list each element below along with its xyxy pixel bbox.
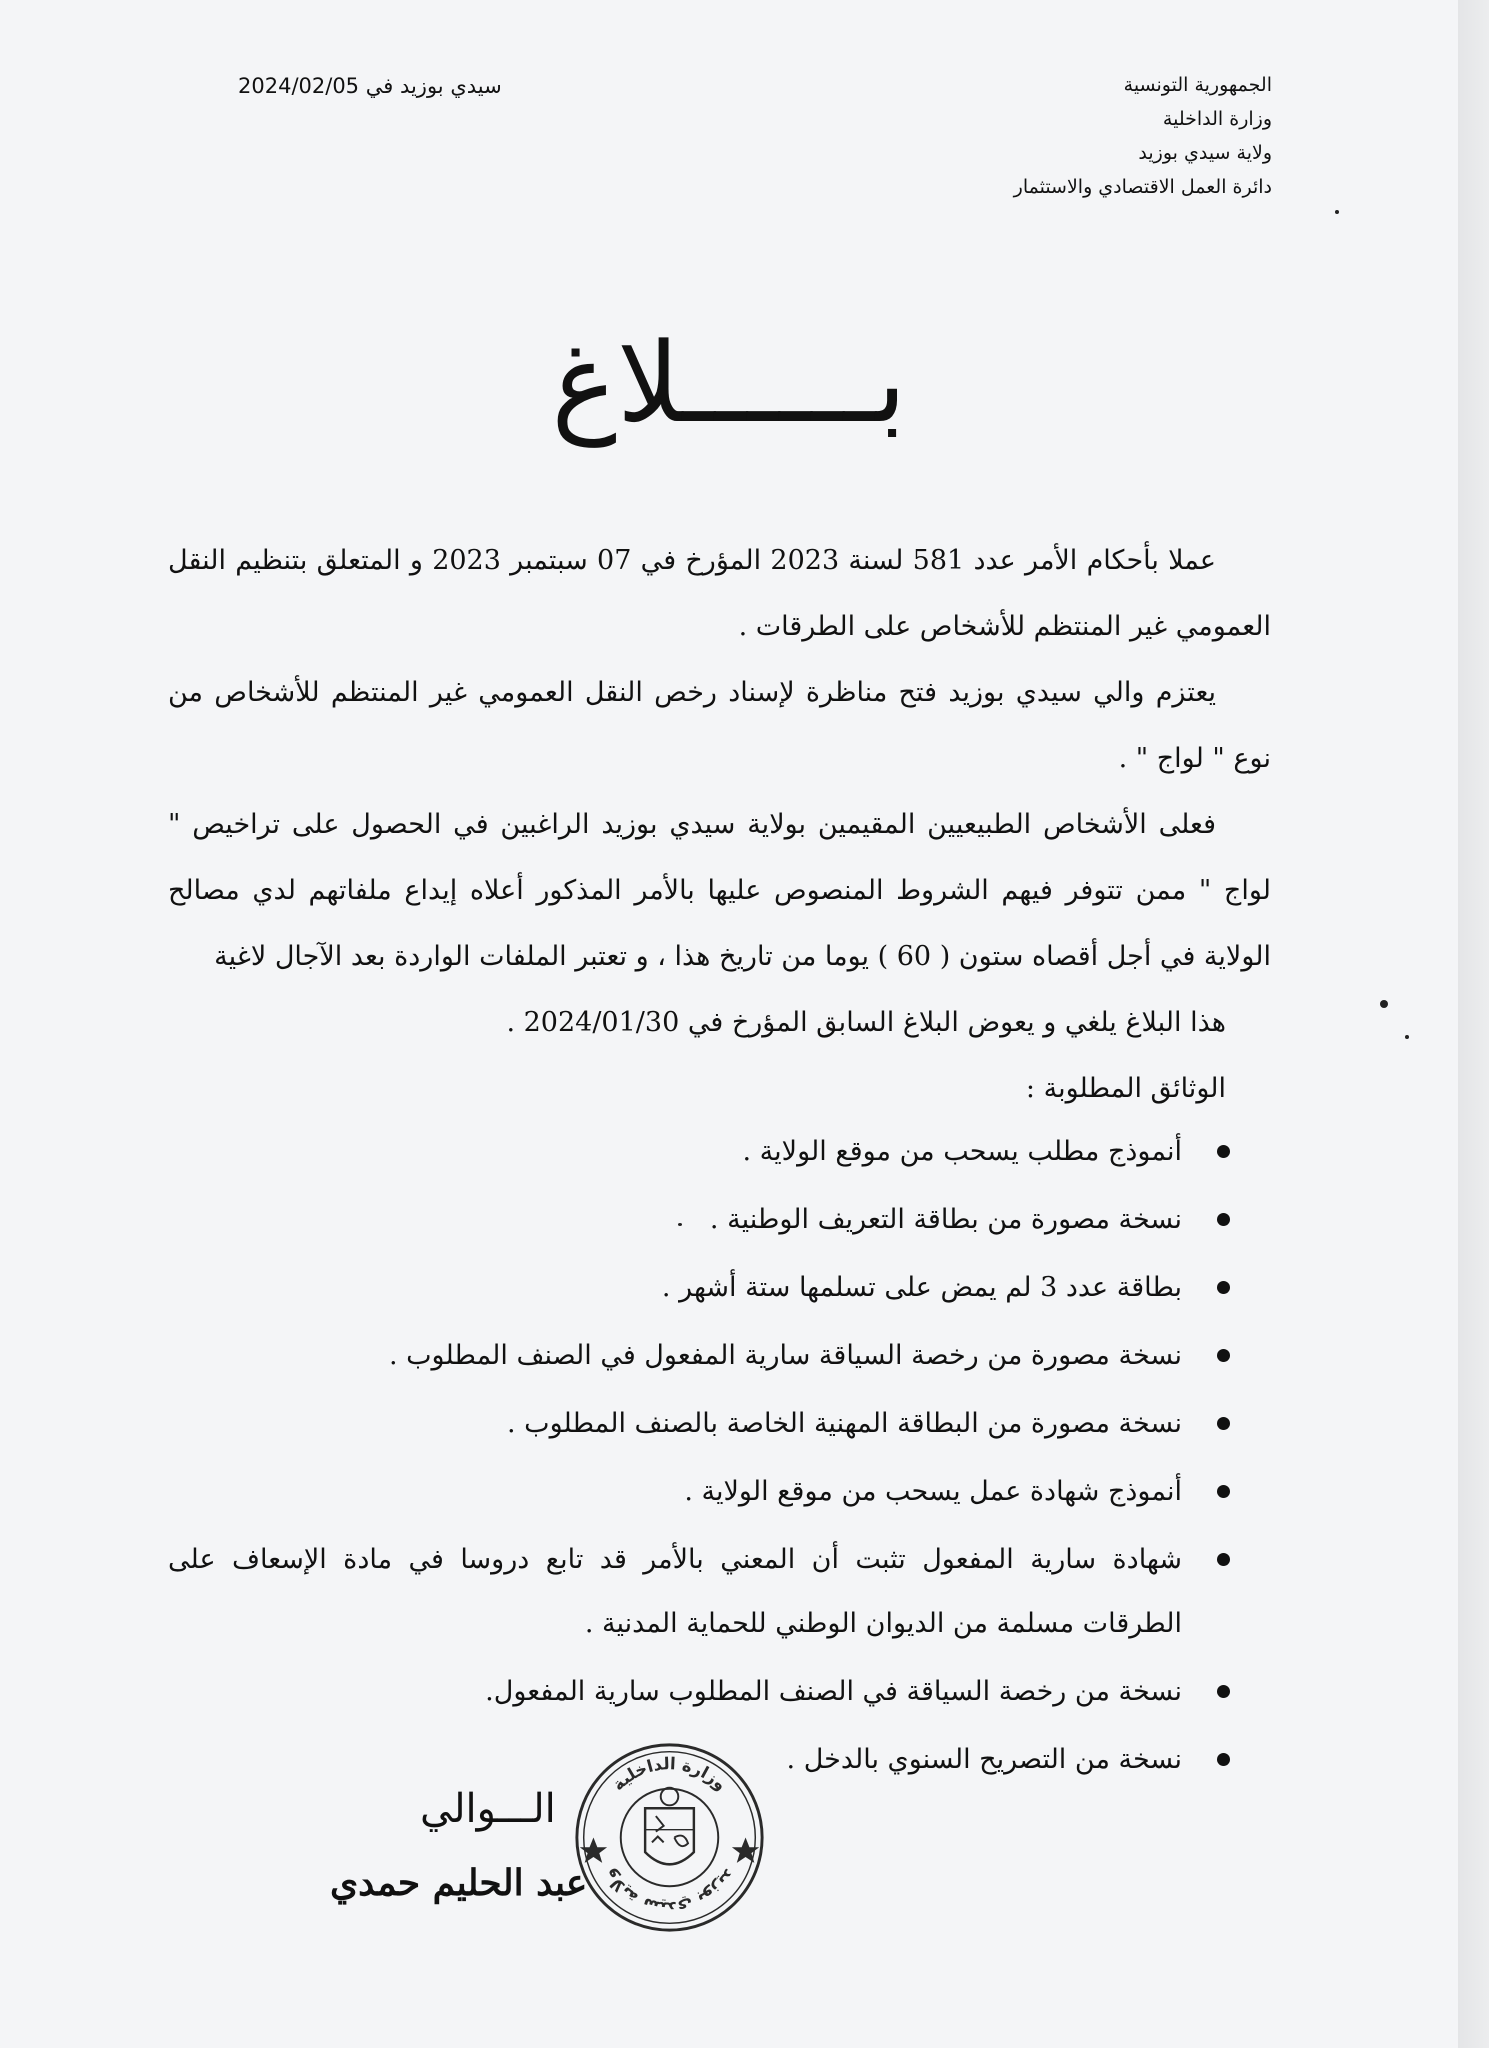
paragraph-eligibility: فعلى الأشخاص الطبيعيين المقيمين بولاية سيدي بوزيد الراغبين في الحصول على تراخيص " لواج " ممن تتوفر فيهم الشروط المنصوص عليها بالأمر المذكور أعلاه إيداع ملفاتهم لدي مصالح الولاية في أجل أقصاه ستون ( 60 ) يوما من تاريخ هذا ، و تعتبر الملفات الواردة بعد الآجال لاغية bbox=[168, 809, 1271, 972]
list-item bbox=[168, 1528, 1230, 1656]
signatory-name: عبد الحليم حمدي bbox=[330, 1862, 588, 1904]
paragraph-intent: يعتزم والي سيدي بوزيد فتح مناظرة لإسناد رخص النقل العمومي غير المنتظم للأشخاص من نوع " لواج " . bbox=[168, 677, 1271, 774]
ink-speck bbox=[1380, 1000, 1388, 1008]
list-item-text: نسخة من التصريح السنوي بالدخل . bbox=[786, 1744, 1182, 1775]
list-item-text: شهادة سارية المفعول تثبت أن المعني بالأمر قد تابع دروسا في مادة الإسعاف على الطرقات مسلمة من الديوان الوطني للحماية المدنية . bbox=[168, 1544, 1182, 1639]
list-item bbox=[168, 1120, 1230, 1184]
ink-speck bbox=[678, 1223, 682, 1226]
list-item-text: نسخة مصورة من بطاقة التعريف الوطنية . bbox=[709, 1204, 1182, 1235]
svg-text:ولاية سيدي بوزيد: ولاية سيدي بوزيد bbox=[599, 1865, 740, 1918]
list-item-text: أنموذج مطلب يسحب من موقع الولاية . bbox=[742, 1136, 1182, 1167]
ministry-header bbox=[852, 68, 1272, 204]
paragraph-legal-basis: عملا بأحكام الأمر عدد 581 لسنة 2023 المؤرخ في 07 سبتمبر 2023 و المتعلق بتنظيم النقل العمومي غير المنتظم للأشخاص على الطرقات . bbox=[168, 545, 1271, 642]
list-item-text: بطاقة عدد 3 لم يمض على تسلمها ستة أشهر . bbox=[661, 1272, 1182, 1303]
header-line-governorate: ولاية سيدي بوزيد bbox=[1138, 142, 1272, 164]
place-and-date: سيدي بوزيد في 2024/02/05 bbox=[238, 74, 502, 98]
bullet-icon bbox=[1217, 1213, 1230, 1226]
header-line-republic: الجمهورية التونسية bbox=[1123, 74, 1272, 96]
bullet-icon bbox=[1217, 1281, 1230, 1294]
bullet-icon bbox=[1217, 1417, 1230, 1430]
header-line-department: دائرة العمل الاقتصادي والاستثمار bbox=[1013, 176, 1272, 198]
header-line-ministry: وزارة الداخلية bbox=[1162, 108, 1272, 130]
ink-speck bbox=[1405, 1035, 1409, 1039]
list-item bbox=[168, 1188, 1230, 1252]
bullet-icon bbox=[1217, 1553, 1230, 1566]
bullet-icon bbox=[1217, 1685, 1230, 1698]
ink-speck bbox=[1335, 210, 1339, 214]
announcement-body bbox=[168, 528, 1271, 1122]
scan-edge bbox=[1458, 0, 1489, 2048]
list-item bbox=[168, 1392, 1230, 1456]
signatory-title: الـــوالي bbox=[420, 1786, 556, 1832]
list-item bbox=[168, 1324, 1230, 1388]
bullet-icon bbox=[1217, 1145, 1230, 1158]
list-item-text: نسخة مصورة من البطاقة المهنية الخاصة بالصنف المطلوب . bbox=[506, 1408, 1182, 1439]
list-item bbox=[168, 1460, 1230, 1524]
bullet-icon bbox=[1217, 1753, 1230, 1766]
bullet-icon bbox=[1217, 1485, 1230, 1498]
list-item-text: أنموذج شهادة عمل يسحب من موقع الولاية . bbox=[684, 1476, 1182, 1507]
required-documents-list bbox=[168, 1120, 1230, 1796]
list-item bbox=[168, 1660, 1230, 1724]
list-item bbox=[168, 1256, 1230, 1320]
list-item-text: نسخة من رخصة السياقة في الصنف المطلوب سارية المفعول. bbox=[485, 1676, 1182, 1707]
svg-text:وزارة الداخلية: وزارة الداخلية bbox=[608, 1754, 731, 1795]
paragraph-cancellation: هذا البلاغ يلغي و يعوض البلاغ السابق المؤرخ في 2024/01/30 . bbox=[506, 1007, 1226, 1038]
document-title: بــــــلاغ bbox=[551, 319, 907, 447]
official-stamp-icon bbox=[572, 1740, 767, 1935]
bullet-icon bbox=[1217, 1349, 1230, 1362]
required-documents-heading: الوثائق المطلوبة : bbox=[1025, 1073, 1226, 1104]
list-item-text: نسخة مصورة من رخصة السياقة سارية المفعول في الصنف المطلوب . bbox=[388, 1340, 1182, 1371]
